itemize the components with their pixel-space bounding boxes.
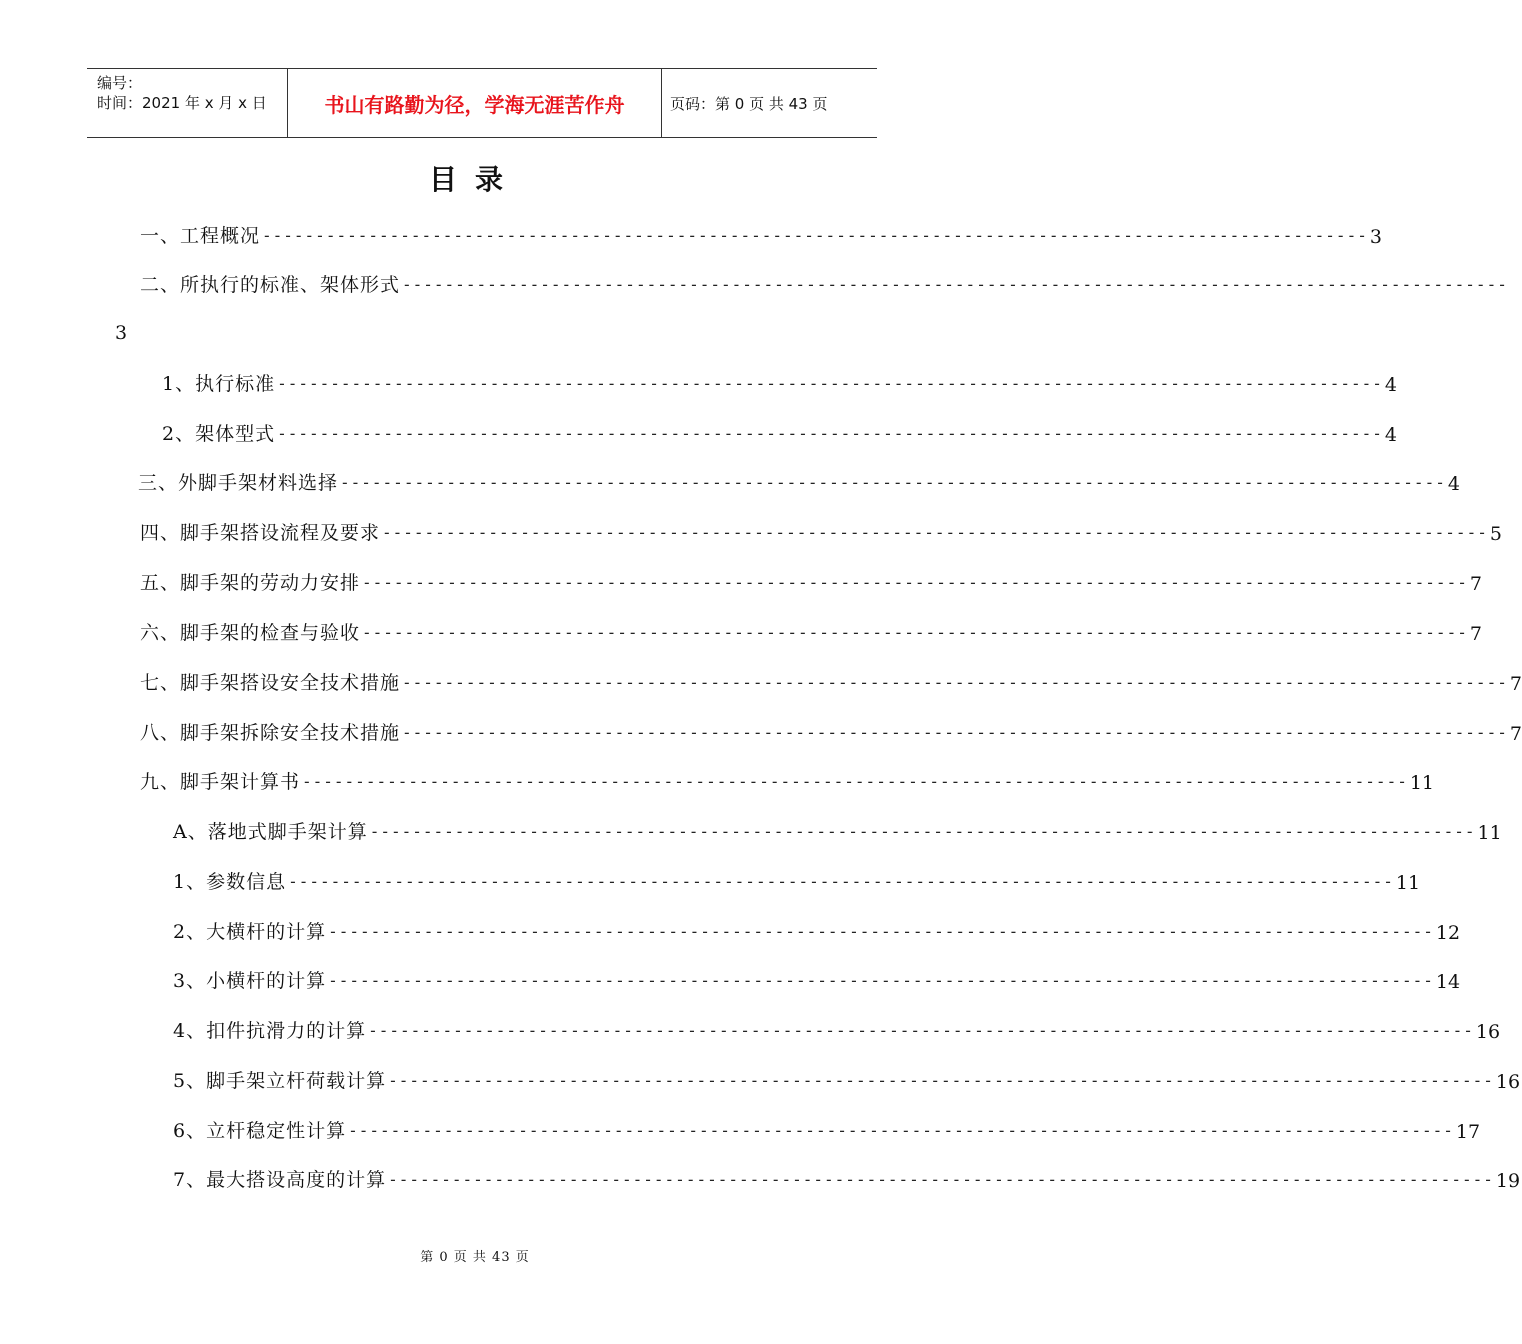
toc-entry-page: 11 — [1477, 822, 1502, 844]
toc-entry-page: 4 — [1384, 424, 1397, 446]
toc-entry-page: 7 — [1509, 673, 1522, 695]
toc-entry[interactable] — [140, 222, 1382, 248]
toc-entry-label: 四、脚手架搭设流程及要求 — [140, 522, 381, 544]
toc-entry[interactable] — [173, 967, 1461, 993]
toc-leader: -------------------------------------------------------------------------------------------------------- — [277, 374, 1383, 393]
toc-entry-page: 16 — [1475, 1021, 1501, 1043]
header-meta — [87, 69, 288, 137]
toc-entry-page: 16 — [1495, 1071, 1521, 1093]
toc-leader: -------------------------------------------------------------------------------------------------------- — [382, 523, 1488, 542]
toc-entry-label: 2、架体型式 — [162, 423, 276, 445]
toc-entry[interactable] — [173, 1117, 1481, 1143]
toc-leader: -------------------------------------------------------------------------------------------------------- — [328, 971, 1434, 990]
toc-entry[interactable] — [173, 818, 1502, 844]
toc-entry-label: 5、脚手架立杆荷载计算 — [173, 1070, 387, 1092]
toc-leader: -------------------------------------------------------------------------------------------------------- — [362, 623, 1468, 642]
toc-leader: -------------------------------------------------------------------------------------------------------- — [388, 1071, 1494, 1090]
document-time-label: 时间：2021 年 x 月 x 日 — [97, 94, 267, 112]
toc-leader: -------------------------------------------------------------------------------------------------------- — [402, 673, 1508, 692]
toc-entry[interactable] — [162, 370, 1397, 396]
toc-entry[interactable] — [173, 1067, 1521, 1093]
toc-entry-label: 6、立杆稳定性计算 — [173, 1120, 347, 1142]
toc-entry-label: 3、小横杆的计算 — [173, 970, 327, 992]
toc-leader: -------------------------------------------------------------------------------------------------------- — [348, 1121, 1454, 1140]
toc-entry[interactable] — [140, 569, 1482, 595]
toc-entry-page: 12 — [1435, 922, 1461, 944]
toc-entry-page: 14 — [1435, 971, 1461, 993]
toc-entry-page: 3 — [1369, 226, 1382, 248]
toc-leader: -------------------------------------------------------------------------------------------------------- — [402, 275, 1508, 294]
header-page-info: 页码：第 0 页 共 43 页 — [670, 94, 828, 113]
toc-entry-label: 2、大横杆的计算 — [173, 921, 327, 943]
toc-entry[interactable] — [140, 669, 1522, 695]
toc-entry-page: 7 — [1469, 573, 1482, 595]
toc-entry[interactable] — [173, 868, 1421, 894]
toc-entry-label: 六、脚手架的检查与验收 — [140, 622, 361, 644]
toc-leader: -------------------------------------------------------------------------------------------------------- — [262, 226, 1368, 245]
toc-leader: -------------------------------------------------------------------------------------------------------- — [369, 822, 1476, 841]
toc-entry-page: 7 — [1509, 723, 1522, 745]
toc-entry[interactable] — [140, 768, 1435, 794]
toc-entry[interactable] — [140, 619, 1482, 645]
toc-entry-page: 3 — [115, 322, 128, 344]
toc-leader: -------------------------------------------------------------------------------------------------------- — [402, 723, 1508, 742]
toc-entry-page: 11 — [1409, 772, 1435, 794]
toc-entry-label: 1、参数信息 — [173, 871, 287, 893]
toc-entry[interactable] — [162, 420, 1397, 446]
toc-entry-page: 5 — [1489, 523, 1502, 545]
toc-title: 目录 — [428, 163, 521, 196]
toc-entry-page: 7 — [1469, 623, 1482, 645]
toc-entry-label: 三、外脚手架材料选择 — [138, 472, 339, 494]
toc-entry-page: 19 — [1495, 1170, 1521, 1192]
toc-entry-label: 7、最大搭设高度的计算 — [173, 1169, 387, 1191]
toc-entry-label: A、落地式脚手架计算 — [173, 821, 368, 843]
toc-entry-label: 九、脚手架计算书 — [140, 771, 301, 793]
toc-entry-label: 二、所执行的标准、架体形式 — [140, 274, 401, 296]
toc-entry[interactable] — [140, 519, 1502, 545]
toc-entry[interactable] — [138, 469, 1460, 495]
toc-entry-label: 1、执行标准 — [162, 373, 276, 395]
toc-entry-page: 4 — [1384, 374, 1397, 396]
toc-entry-label: 八、脚手架拆除安全技术措施 — [140, 722, 401, 744]
toc-entry-label: 七、脚手架搭设安全技术措施 — [140, 672, 401, 694]
toc-leader: -------------------------------------------------------------------------------------------------------- — [340, 473, 1446, 492]
header-motto: 书山有路勤为径，学海无涯苦作舟 — [288, 69, 662, 137]
toc-entry[interactable] — [140, 271, 1508, 297]
toc-leader: -------------------------------------------------------------------------------------------------------- — [388, 1170, 1494, 1189]
page-header — [87, 68, 877, 138]
page-footer: 第 0 页 共 43 页 — [420, 1250, 530, 1265]
toc-entry-page: 17 — [1455, 1121, 1481, 1143]
toc-leader: -------------------------------------------------------------------------------------------------------- — [302, 772, 1408, 791]
toc-entry-page: 4 — [1447, 473, 1460, 495]
toc-leader: -------------------------------------------------------------------------------------------------------- — [288, 872, 1394, 891]
toc-entry-label: 4、扣件抗滑力的计算 — [173, 1020, 367, 1042]
toc-entry[interactable] — [173, 1017, 1501, 1043]
toc-leader: -------------------------------------------------------------------------------------------------------- — [362, 573, 1468, 592]
toc-entry-label: 五、脚手架的劳动力安排 — [140, 572, 361, 594]
toc-leader: -------------------------------------------------------------------------------------------------------- — [368, 1021, 1474, 1040]
toc-entry-label: 一、工程概况 — [140, 225, 261, 247]
toc-entry[interactable] — [173, 1166, 1521, 1192]
document-number-label: 编号： — [97, 74, 143, 92]
toc-leader: -------------------------------------------------------------------------------------------------------- — [277, 424, 1383, 443]
toc-entry[interactable] — [173, 918, 1461, 944]
toc-entry[interactable] — [140, 719, 1522, 745]
toc-entry-page: 11 — [1395, 872, 1421, 894]
toc-leader: -------------------------------------------------------------------------------------------------------- — [328, 922, 1434, 941]
